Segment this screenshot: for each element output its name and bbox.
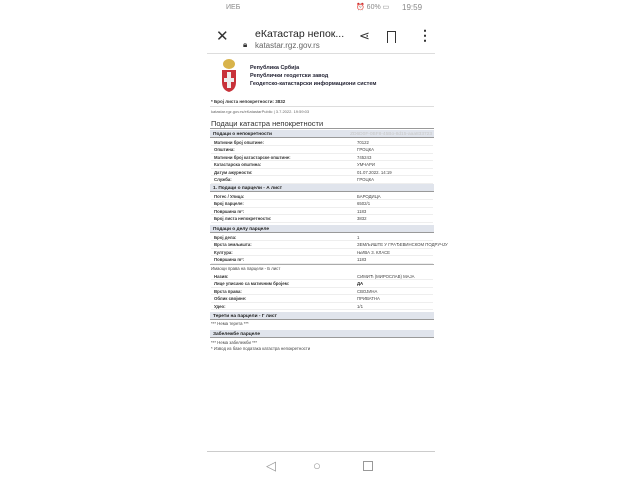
- table-row: [211, 215, 433, 223]
- row-value: БАРОДИЦА: [357, 193, 381, 199]
- table-row: [211, 193, 433, 201]
- coat-of-arms-logo: [220, 58, 238, 94]
- section-header-property: [210, 130, 434, 138]
- row-label: Удео:: [214, 303, 226, 309]
- row-value: ГРОЦКА: [357, 147, 374, 152]
- document-id: ZD6D0F-0BF8-45Bo-8d15-aaa833723: [350, 131, 432, 137]
- table-row: [211, 288, 433, 296]
- bookmark-icon[interactable]: [387, 31, 396, 43]
- close-icon[interactable]: ✕: [216, 28, 229, 45]
- section-header-notes: [210, 330, 434, 338]
- table-row: [211, 295, 433, 303]
- notes-note: *** Нема забележби ***: [211, 339, 258, 345]
- divider: [210, 106, 434, 107]
- row-value: 1183: [357, 208, 367, 214]
- row-label: Број парцеле:: [214, 201, 244, 206]
- row-label: Број дела:: [214, 234, 237, 240]
- url-display[interactable]: katastar.rgz.gov.rs: [255, 41, 320, 50]
- section-title: Подаци о делу парцеле: [213, 226, 269, 232]
- row-label: Општина:: [214, 147, 235, 152]
- row-value: 3832: [357, 216, 367, 221]
- row-value: 70122: [357, 139, 369, 145]
- status-time: 19:59: [402, 3, 423, 12]
- row-label: Врста права:: [214, 288, 242, 294]
- table-row: [211, 256, 433, 264]
- header-line-3: Геодетско-катастарски информациони систем: [250, 81, 377, 87]
- owners-title: Имаоци права на парцели - Б лист: [211, 266, 281, 271]
- header-line-1: Република Србија: [250, 65, 300, 71]
- row-label: Катастарска општина:: [214, 162, 262, 167]
- section-header-parcel-part: [210, 225, 434, 233]
- row-label: Матични број општине:: [214, 139, 264, 145]
- section-title: Терети на парцели - Г лист: [213, 313, 277, 319]
- row-value: УМЧАРИ: [357, 162, 375, 167]
- table-row: [211, 161, 433, 169]
- table-row: [211, 303, 433, 311]
- page-tab-title: еКатастар непок...: [255, 28, 345, 40]
- nav-divider: [207, 451, 435, 452]
- row-value: ЗЕМЉИШТЕ У ГРАЂЕВИНСКОМ ПОДРУЧЈУ: [357, 242, 448, 247]
- row-value: 6502/1: [357, 201, 371, 206]
- table-row: [211, 146, 433, 154]
- table-row: [211, 169, 433, 177]
- row-value: 1: [357, 234, 360, 240]
- row-label: Датум ажурности:: [214, 169, 253, 175]
- row-value: 01.07.2022. 14:19: [357, 169, 392, 175]
- table-row: [211, 273, 433, 281]
- row-label: Лице уписано са матичним бројем:: [214, 281, 290, 286]
- row-label: Врста земљишта:: [214, 242, 252, 247]
- row-value: ПРИВАТНА: [357, 296, 380, 301]
- row-label: Служба:: [214, 177, 232, 182]
- table-row: [211, 241, 448, 249]
- source-line: katastar.rgz.gov.rs/eKatastarPublic | 3.7.2022. 19:59:03: [211, 109, 310, 114]
- row-label: Потес / Улица:: [214, 193, 245, 199]
- section-header-parcel: [210, 184, 434, 192]
- row-value: 1/1: [357, 303, 363, 309]
- table-row: [211, 154, 433, 162]
- table-row: [211, 200, 433, 208]
- table-row: [211, 208, 433, 216]
- battery-level: 60%: [366, 4, 381, 11]
- toolbar-divider: [207, 53, 435, 54]
- table-row: [211, 280, 433, 288]
- row-value: СВОЈИНА: [357, 288, 378, 294]
- row-label: Назив:: [214, 273, 229, 279]
- table-row: [211, 249, 433, 257]
- title-underline: [210, 128, 434, 129]
- section-title: 1. Подаци о парцели - А лист: [213, 185, 283, 191]
- more-menu-icon[interactable]: ⋮: [418, 27, 432, 43]
- home-icon[interactable]: ○: [313, 458, 321, 473]
- row-value: 745243: [357, 154, 372, 160]
- row-label: Површина m²:: [214, 208, 245, 214]
- row-label: Облик својине:: [214, 296, 247, 301]
- lock-icon: 🔒︎: [243, 40, 248, 49]
- table-row: [211, 139, 433, 147]
- divider: [210, 264, 434, 265]
- table-row: [211, 176, 433, 184]
- row-label: Број листа непокретности:: [214, 216, 272, 221]
- section-title: Забележбе парцеле: [213, 331, 261, 337]
- row-value: СИМИЋ (МИРОСЛАВ) МАЈА: [357, 273, 415, 279]
- back-icon[interactable]: ◁: [266, 458, 276, 473]
- row-value: ДА: [357, 281, 364, 286]
- status-signal: ИЕБ: [226, 4, 241, 11]
- table-row: [211, 234, 433, 242]
- recents-icon[interactable]: [363, 461, 373, 471]
- footer-note: * Извод из базе података катастра непокретности: [211, 346, 311, 351]
- row-value: ГРОЦКА: [357, 177, 374, 182]
- header-line-2: Републички геодетски завод: [250, 73, 329, 79]
- burdens-note: *** Нема терета ***: [211, 321, 249, 326]
- share-icon[interactable]: ⋖: [359, 28, 370, 43]
- row-value: 1183: [357, 257, 367, 262]
- section-title: Подаци о непокретности: [213, 131, 272, 137]
- row-label: Матични број катастарске општине:: [214, 154, 291, 160]
- row-value: ЊИВА 3. КЛАСЕ: [357, 249, 391, 255]
- row-label: Површина m²:: [214, 257, 245, 262]
- section-header-burdens: [210, 312, 434, 320]
- status-battery: ⏰ 60% ▭: [356, 4, 390, 11]
- sheet-number: * Број листа непокретности: 3832: [211, 99, 286, 104]
- page-title: Подаци катастра непокретности: [211, 119, 324, 128]
- row-label: Култура:: [214, 249, 233, 255]
